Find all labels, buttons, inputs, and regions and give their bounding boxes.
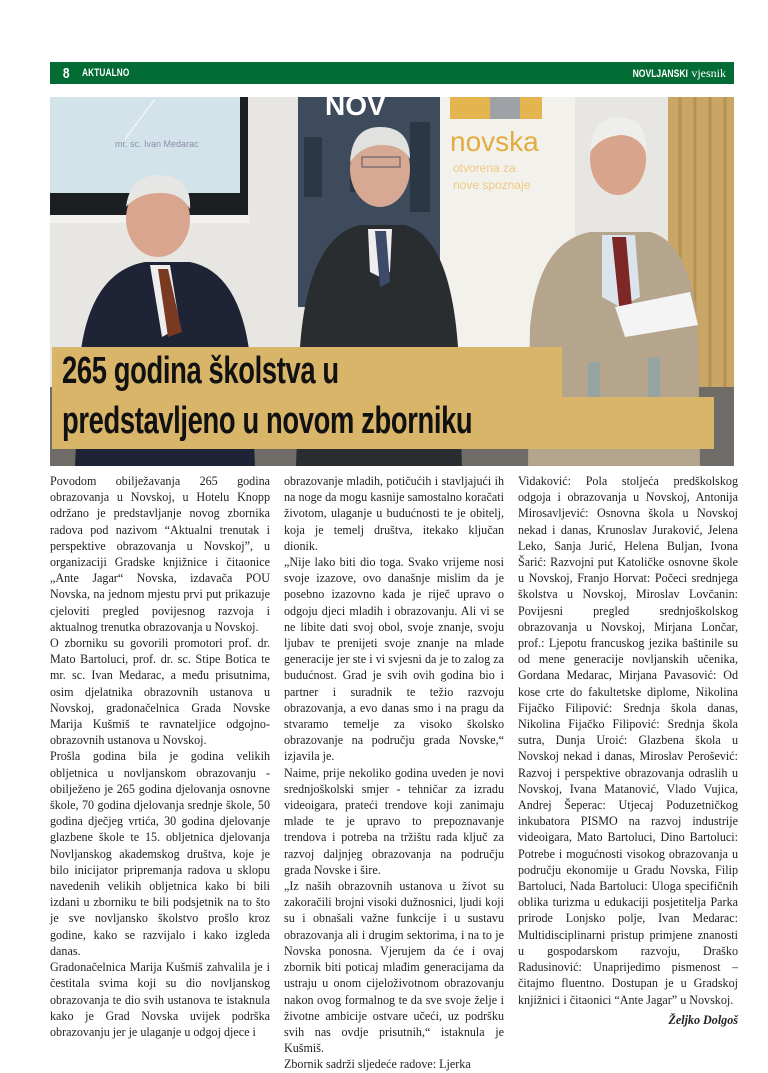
- paragraph: Zbornik sadrži sljedeće radove: Ljerka: [284, 1057, 471, 1072]
- brand-bold: NOVLJANSKI: [633, 67, 689, 80]
- paragraph: Povodom obilježavanja 265 godina obrazovanja u Novskoj, u Hotelu Knopp održano je predstavljanje novog zbornika radova pod nazivom “Aktualni trenutak i perspektive obrazovanja u Novskoj”, u organizaciji Gradske knjižnice i čitaonice „Ante Jagar“ Novska, izdavača POU Novska, na jednom mjestu prvi put prikazuje cjeloviti pregled povijesnog razvoja i aktualnog trenutka obrazovanja u Novskoj.: [50, 474, 270, 634]
- banner-logo-block-right: [520, 97, 542, 119]
- publication-brand: [617, 66, 726, 81]
- paragraph: obrazovanje mladih, potičućih i stavljajući ih na noge da mogu kasnije samostalno koračati životom, ulaganje u budućnosti te je obitelj, koja je temelj društva, itekako ključan dionik.: [284, 474, 504, 553]
- paragraph: O zborniku su govorili promotori prof. dr. Mato Bartoluci, prof. dr. sc. Stipe Botica te mr. sc. Ivan Medarac, a među prisutnima, osim djelatnika obrazovnih ustanova u Novskoj, gradonačelnica Grada Novske Marija Kušmiš te ravnateljice odgojno-obrazovnih ustanova u Novskoj.: [50, 636, 270, 748]
- paragraph: Vidaković: Pola stoljeća predškolskog odgoja i obrazovanja u Novskoj, Antonija Mirosavljević: Osnovna škola u Novskoj nekad i danas, Krunoslav Juraković, Jelena Leko, Sanja Jurić, Helena Buljan, Ivona Šarić: Razvojni put Katoličke osnovne škole u Novskoj, Franjo Horvat: Počeci srednjega školstva u Novskoj, Miroslav Lovčanin: Povijesni pregled srednjoškolskog obrazovanja u Novskoj, Mirjana Lončar, prof.: Ljepotu francuskog jezika baštinile su od mene generacije novljanskih učenika, Gordana Medarac, Mirjana Pavasović: Od kose crte do fakultetske diplome, Nikolina Fijačko Filipović: Srednja škola danas, Nikolina Fijačko Filipović: Srednja škola sutra, Dunja Uroić: Glazbena škola u Novskoj nekad i danas, Miroslav Perošević: Razvoj i perspektive obrazovanja odraslih u Novskoj, Ivana Matanović, Vlado Vujica, Andrej Šeperac: Utjecaj Poduzetničkog inkubatora PISMO na razvoj industrije videoigara, Mato Bartoluci, Dino Bartoluci: Potrebe i mogućnosti visokog obrazovanja u području ekonomije u Gradu Novska, Filip Bartoluci, Nada Bartoluci: Uloga specifičnih oblika turizma u edukaciji posjetitelja Parka prirode Lonjsko polje, Ivan Medarac: Multidisciplinarni pristup primjene znanosti u gospodarskom razvoju, Draško Radusinović: Unaprijedimo pismenost – čitajmo fluentno. Dostupan je u Gradskoj knjižnici i čitaonici “Ante Jagar” u Novskoj.: [518, 474, 738, 1007]
- column-3: [518, 473, 738, 1073]
- author-byline: Željko Dolgoš: [668, 1012, 738, 1027]
- brand-light: vjesnik: [691, 65, 726, 80]
- banner-logo-block-mid: [490, 97, 520, 119]
- banner-slogan-1: otvorena za: [453, 161, 516, 175]
- headline-line-2: predstavljeno u novom zborniku: [52, 397, 714, 449]
- paragraph: Naime, prije nekoliko godina uveden je novi srednjoškolski smjer - tehničar za izradu videoigara, prateći trendove koji zanimaju mlade te je upravo to prepoznavanje trendova i potreba na tržištu rada ključ za razvoj daljnjeg obrazovanja na području grada Novske i šire.: [284, 765, 504, 877]
- paragraph: Prošla godina bila je godina velikih obljetnica u novljanskom obrazovanju - obilježeno je 265 godina djelovanja osnovne škole, 70 godina djelovanja srednje škole, 50 godina dječjeg vrtića, 30 godina djelovanje glazbene škole te 15. obljetnica djelovanja Novljanskog akademskog društva, koje je bilo inicijator pripremanja radova u sklopu navedenih velikih obljetnica kako bi bili izdani u zborniku te bili podsjetnik na to što je sve novljansko školstvo prošlo kroz godine, kako se razvijalo i kako izgleda danas.: [50, 749, 270, 958]
- banner-slogan-2: nove spoznaje: [453, 178, 531, 192]
- screen-caption: mr. sc. Ivan Medarac: [115, 139, 199, 149]
- headline: [52, 347, 714, 449]
- headline-line-1: 265 godina školstva u: [52, 347, 562, 397]
- page-number: 8: [62, 64, 70, 82]
- column-2: [284, 473, 504, 1073]
- banner-brand: novska: [450, 126, 539, 157]
- banner-logo-block-left: [450, 97, 490, 119]
- page-header: [50, 62, 734, 84]
- article-body: [50, 473, 738, 1073]
- dark-banner-text: NOV: [325, 97, 386, 121]
- column-1: [50, 473, 270, 1073]
- section-label: AKTUALNO: [82, 67, 130, 79]
- paragraph: „Iz naših obrazovnih ustanova u život su zakoračili brojni visoki dužnosnici, ljudi koji su i obnašali važne funkcije i u sustavu obrazovanja ali i drugim sektorima, i na to je Novska ponosna. Vjerujem da će i ovaj zbornik biti poticaj mlađim generacijama da ustraju u onom cijeloživotnom obrazovanju nakon ovog formalnog te da sve svoje želje i životne ambicije ostvare učeći, uz podršku svih nas ovdje prisutnih,“ istaknula je Kušmiš.: [284, 879, 504, 1056]
- paragraph: „Nije lako biti dio toga. Svako vrijeme nosi svoje izazove, ovo današnje mislim da je posebno izazovno kada je riječ upravo o odgoju djeci mladih i obrazovanju. Ali vi se ne libite dati svoj obol, svoje znanje, svoju ljubav te prenijeti svoje znanje na mlade generacije jer ste i vi svjesni da je to zalog za budućnost. Grad je svih ovih godina bio i partner i suradnik te težio razvoju obrazovanja, a evo danas smo i na pragu da stvaramo temelje za visoko školsko obrazovanje na području grada Novske,“ izjavila je.: [284, 555, 504, 764]
- header-left: [62, 65, 146, 82]
- paragraph: Gradonačelnica Marija Kušmiš zahvalila je i čestitala svima koji su dio novljanskog obrazovanja te dio svih ustanova te istaknula kako je Grad Novska uvijek podrška obrazovanju jer je ulaganje u odgoj djece i: [50, 960, 270, 1039]
